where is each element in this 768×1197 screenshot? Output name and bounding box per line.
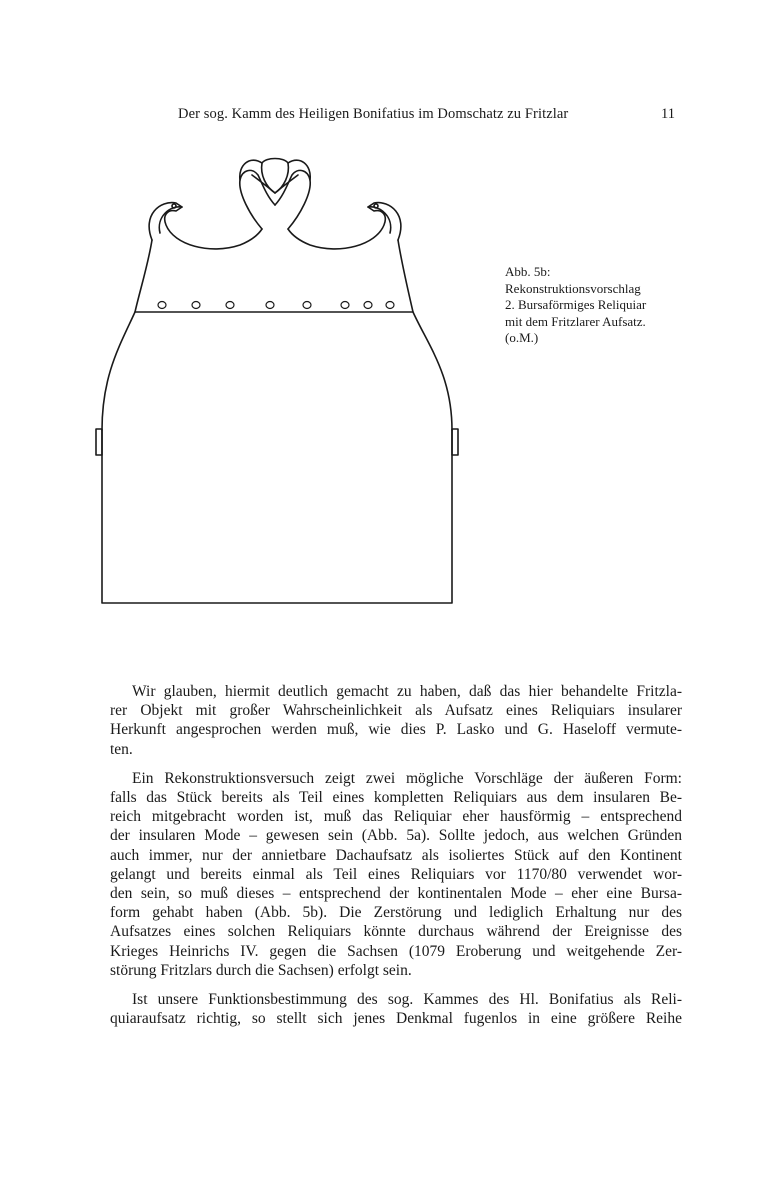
paragraph (110, 769, 682, 980)
text-line: ten. (110, 740, 133, 758)
right-animal-head-scroll (288, 203, 401, 249)
right-strap (452, 429, 458, 455)
reliquary-drawing (90, 145, 470, 615)
caption-label: Abb. 5b: (505, 264, 551, 279)
left-shoulder (102, 312, 135, 430)
text-line: reich mitgebracht worden ist, muß das Reliquiar eher hausförmig – entsprechend (110, 808, 682, 826)
figure-caption (505, 264, 705, 347)
text-line: den sein, so muß dieses – entsprechend der kontinentalen Mode – eher eine Bursa- (110, 885, 682, 903)
rivet-row (158, 302, 394, 309)
caption-line: (o.M.) (505, 330, 539, 345)
text-line: Krieges Heinrichs IV. gegen die Sachsen (1079 Eroberung und weitgehende Zer- (110, 942, 682, 960)
text-line: der insularen Mode – gewesen sein (Abb. 5a). Sollte jedoch, aus welchen Gründen (110, 827, 682, 845)
running-head: Der sog. Kamm des Heiligen Bonifatius im Domschatz zu Fritzlar (178, 106, 569, 122)
left-animal-head-scroll (149, 203, 262, 249)
left-strap (96, 429, 102, 455)
text-line: form gehabt haben (Abb. 5b). Die Zerstörung und lediglich Erhaltung nur des (110, 904, 682, 922)
body-text (110, 682, 682, 1038)
paragraph (110, 990, 682, 1028)
text-line: Herkunft angesprochen werden muß, wie dies P. Lasko und G. Haseloff vermute- (110, 721, 682, 739)
cross-ornament (240, 159, 310, 230)
reliquary-body-outline (102, 430, 452, 603)
page-number: 11 (661, 106, 675, 122)
text-line: falls das Stück bereits als Teil eines kompletten Reliquiars aus dem insularen Be- (110, 789, 682, 807)
text-line: Wir glauben, hiermit deutlich gemacht zu haben, daß das hier behandelte Fritzla- (132, 683, 682, 700)
text-line: Ein Rekonstruktionsversuch zeigt zwei mögliche Vorschläge der äußeren Form: (132, 769, 682, 787)
right-upper-side (398, 240, 413, 312)
text-line: auch immer, nur der annietbare Dachaufsatz als isoliertes Stück auf den Kontinent (110, 846, 682, 864)
text-line: gelangt und bereits einmal als Teil eines Reliquiars vor 1170/80 verwendet wor- (110, 865, 682, 883)
caption-line: mit dem Fritzlarer Aufsatz. (505, 313, 646, 329)
text-line: rer Objekt mit großer Wahrscheinlichkeit als Aufsatz eines Reliquiars insularer (110, 702, 682, 720)
text-line: Aufsatzes eines solchen Reliquiars könnte durchaus während der Ereignisse des (110, 923, 682, 941)
text-line: quiaraufsatz richtig, so stellt sich jenes Denkmal fugenlos in eine größere Reihe (110, 1010, 682, 1028)
paragraph (110, 682, 682, 759)
caption-line: 2. Bursaförmiges Reliquiar (505, 297, 647, 312)
right-shoulder (413, 312, 452, 430)
caption-line: Rekonstruktionsvorschlag (505, 280, 641, 296)
text-line: Ist unsere Funktionsbestimmung des sog. Kammes des Hl. Bonifatius als Reli- (132, 991, 682, 1009)
left-upper-side (135, 240, 152, 312)
text-line: störung Fritzlars durch die Sachsen) erfolgt sein. (110, 961, 412, 979)
